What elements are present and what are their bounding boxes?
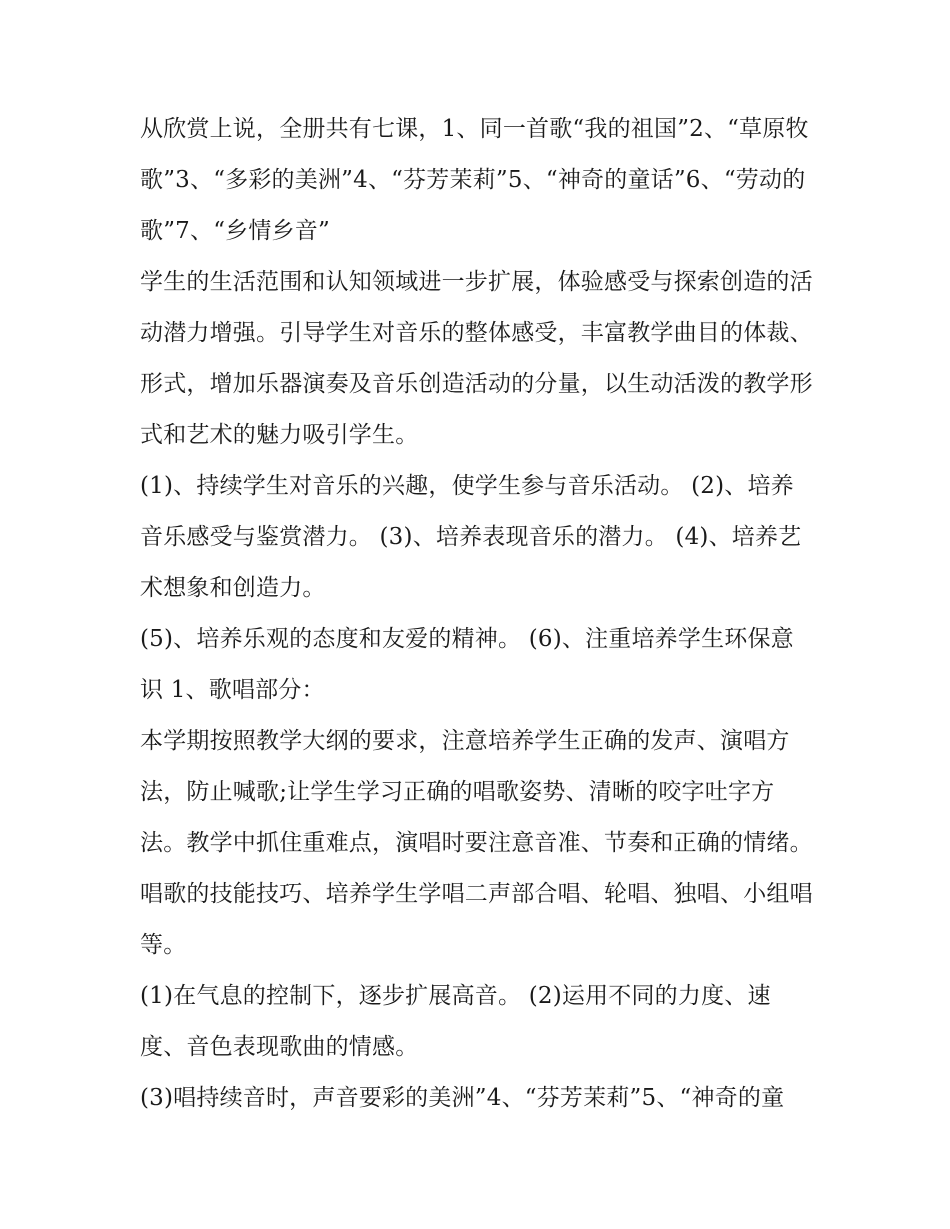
paragraph-singing-item-3: (3)唱持续音时，声音要彩的美洲”4、“芬芳茉莉”5、“神奇的童 — [140, 1085, 785, 1111]
paragraph-goals-1-4: (1)、持续学生对音乐的兴趣，使学生参与音乐活动。 (2)、培养音乐感受与鉴赏潜力。 (3)、培养表现音乐的潜力。 (4)、培养艺术想象和创造力。 — [140, 473, 802, 601]
paragraph-student-development: 学生的生活范围和认知领域进一步扩展，体验感受与探索创造的活动潜力增强。引导学生对音乐的整体感受，丰富教学曲目的体裁、形式，增加乐器演奏及音乐创造活动的分量，以生动活泼的教学形式和艺术的魅力吸引学生。 — [140, 269, 813, 448]
paragraph-appreciation-lessons: 从欣赏上说，全册共有七课，1、同一首歌“我的祖国”2、“草原牧歌”3、“多彩的美洲”4、“芬芳茉莉”5、“神奇的童话”6、“劳动的歌”7、“乡情乡音” — [140, 116, 809, 244]
document-body — [140, 104, 816, 1124]
paragraph-goals-5-6: (5)、培养乐观的态度和友爱的精神。 (6)、注重培养学生环保意识 1、歌唱部分： — [140, 626, 794, 703]
paragraph-singing-requirements: 本学期按照教学大纲的要求，注意培养学生正确的发声、演唱方法，防止喊歌;让学生学习正确的唱歌姿势、清晰的咬字吐字方法。教学中抓住重难点，演唱时要注意音准、节奏和正确的情绪。唱歌的技能技巧、培养学生学唱二声部合唱、轮唱、独唱、小组唱等。 — [140, 728, 813, 958]
paragraph-singing-items-1-2: (1)在气息的控制下，逐步扩展高音。 (2)运用不同的力度、速度、音色表现歌曲的情感。 — [140, 983, 771, 1060]
